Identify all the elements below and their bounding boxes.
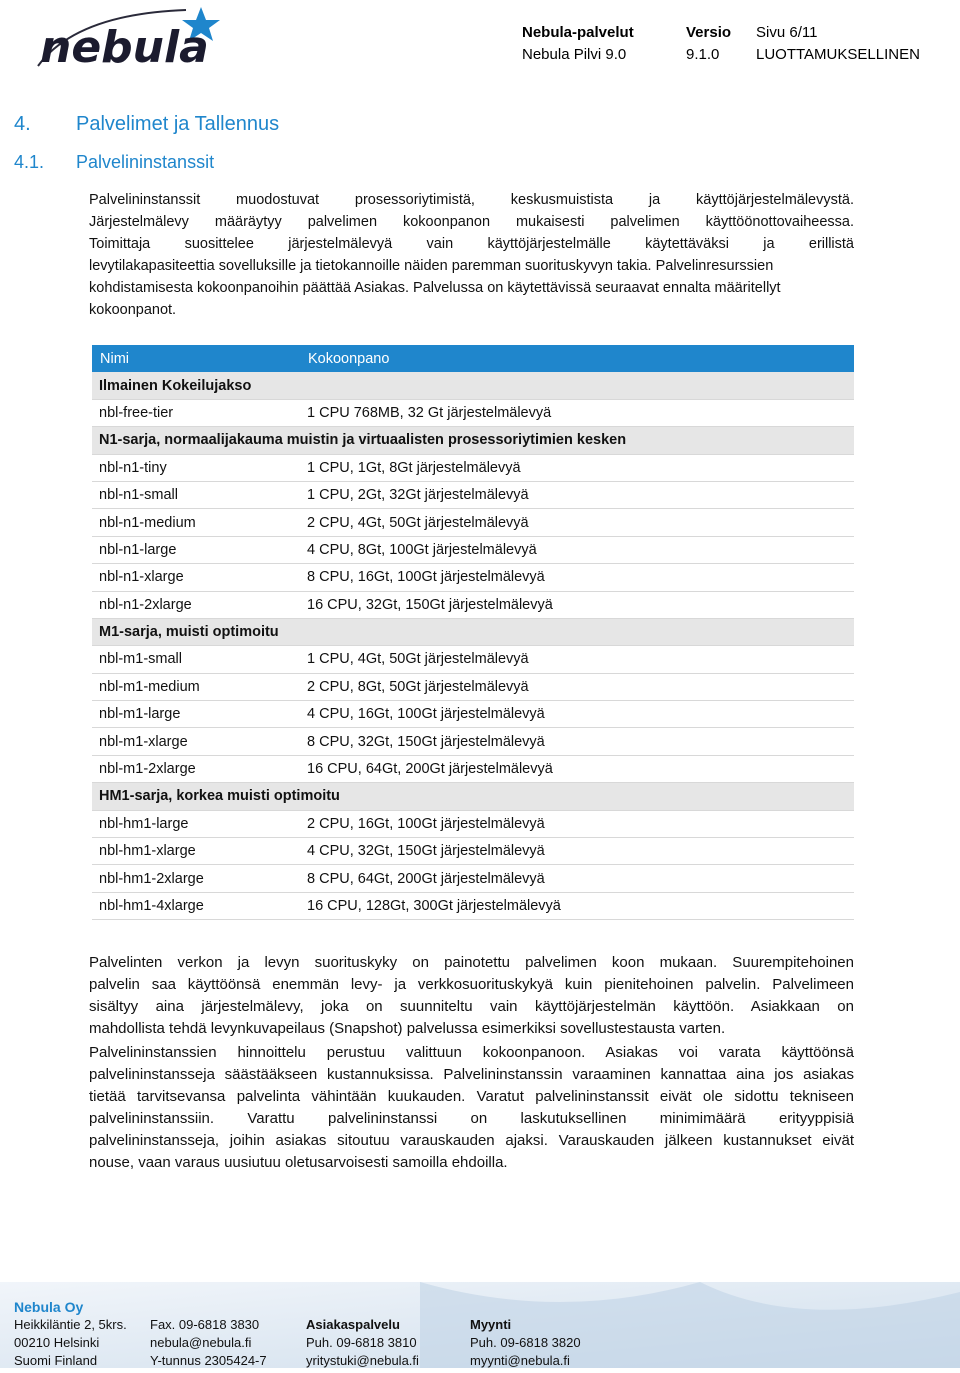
footer-support: Asiakaspalvelu Puh. 09-6818 3810 yritystuki@nebula.fi: [306, 1317, 419, 1368]
doc-title-label: Nebula-palvelut: [522, 24, 634, 41]
intro-line: levytilakapasiteettia sovelluksille ja tietokannoille näiden paremman suorituskyvyn takia. Palvelinresurssien: [89, 258, 774, 274]
intro-line: Järjestelmälevy määräytyy palvelimen kokoonpanon mukaisesti palvelimen käyttöönottovaiheessa.: [89, 214, 854, 230]
config-spec: 4 CPU, 16Gt, 100Gt järjestelmälevyä: [307, 706, 545, 723]
footer-company: Nebula Oy: [14, 1299, 84, 1315]
config-name: nbl-hm1-4xlarge: [99, 898, 204, 914]
table-group-row: [92, 619, 854, 646]
config-spec: 1 CPU, 4Gt, 50Gt järjestelmälevyä: [307, 651, 529, 668]
nebula-logo-image: [36, 4, 266, 70]
paragraph-line: mahdollista tehdä levynkuvapeilaus (Snapshot) palvelussa esimerkiksi sovellustestausta varten.: [89, 1020, 726, 1037]
config-spec: 1 CPU, 1Gt, 8Gt järjestelmälevyä: [307, 459, 521, 476]
intro-paragraph: [89, 189, 854, 321]
subsection-title: Palvelininstanssit: [76, 152, 215, 172]
table-row: [92, 455, 854, 482]
config-spec: 8 CPU, 16Gt, 100Gt järjestelmälevyä: [307, 569, 545, 586]
column-header-name: Nimi: [100, 350, 129, 367]
config-name: nbl-m1-medium: [99, 678, 200, 695]
config-spec: 1 CPU, 2Gt, 32Gt järjestelmälevyä: [307, 487, 529, 504]
paragraph-line: Palvelininstanssien hinnoittelu perustuu valittuun kokoonpanoon. Asiakas voi varata käyttöönsä: [89, 1044, 854, 1061]
section-title: Palvelimet ja Tallennus: [76, 113, 280, 135]
table-group-row: [92, 783, 854, 810]
intro-line: kokoonpanot.: [89, 302, 177, 318]
footer-contact: Fax. 09-6818 3830 nebula@nebula.fi Y-tunnus 2305424-7: [150, 1317, 267, 1368]
nebula-logo: [36, 4, 266, 70]
config-spec: 2 CPU, 8Gt, 50Gt järjestelmälevyä: [307, 678, 529, 695]
table-row: [92, 564, 854, 591]
column-header-config: Kokoonpano: [308, 350, 390, 367]
table-row: [92, 509, 854, 536]
config-name: nbl-m1-small: [99, 651, 182, 668]
config-name: nbl-n1-2xlarge: [99, 596, 192, 613]
config-spec: 8 CPU, 64Gt, 200Gt järjestelmälevyä: [307, 870, 545, 887]
paragraph-line: Palvelinten verkon ja levyn suorituskyky on painotettu palvelimen koon mukaan. Suurempitehoinen: [89, 954, 854, 971]
config-name: nbl-hm1-large: [99, 815, 189, 832]
table-row: [92, 400, 854, 427]
table-row: [92, 482, 854, 509]
table-row: [92, 592, 854, 619]
table-header: [92, 345, 854, 372]
classification: LUOTTAMUKSELLINEN: [756, 46, 920, 63]
table-row: [92, 811, 854, 838]
table-row: [92, 674, 854, 701]
footer-sales: Myynti Puh. 09-6818 3820 myynti@nebula.fi: [470, 1317, 581, 1368]
paragraph-line: palvelininstansseja, joihin asiakas sitoutuu varauskauden ajaksi. Varauskauden jälkeen kustannukset eivät: [89, 1132, 854, 1149]
config-name: nbl-n1-tiny: [99, 459, 167, 476]
config-name: nbl-n1-small: [99, 487, 178, 504]
paragraph-line: palvelininstanssiin. Varattu palvelininstanssi on laskutuksellinen minimimäärä erityyppisiä: [89, 1110, 854, 1127]
table-row: [92, 646, 854, 673]
pricing-paragraph: [89, 1042, 854, 1174]
logo-wordmark: nebula: [40, 22, 209, 70]
config-name: nbl-m1-xlarge: [99, 733, 188, 750]
group-title: N1-sarja, normaalijakauma muistin ja virtuaalisten prosessoriytimien kesken: [99, 432, 627, 449]
intro-line: Toimittaja suosittelee järjestelmälevyä vain käyttöjärjestelmälle käytettäväksi ja erillistä: [89, 236, 854, 252]
config-spec: 16 CPU, 128Gt, 300Gt järjestelmälevyä: [307, 898, 561, 914]
table-row: [92, 893, 854, 920]
table-body: [92, 372, 854, 920]
table-row: [92, 838, 854, 865]
paragraph-line: palvelin saa käyttöönsä enemmän levy- ja verkkosuorituskykyä kuin pienitehoinen palvelin. Palvelimeen: [89, 976, 854, 993]
section-heading: [14, 113, 279, 136]
table-row: [92, 756, 854, 783]
config-spec: 4 CPU, 8Gt, 100Gt järjestelmälevyä: [307, 541, 537, 558]
config-name: nbl-n1-medium: [99, 514, 196, 531]
intro-line: Palvelininstanssit muodostuvat prosessoriytimistä, keskusmuistista ja käyttöjärjestelmälevystä.: [89, 192, 854, 208]
paragraph-line: nouse, vaan varaus uusiutuu oletusarvoisesti samoilla ehdoilla.: [89, 1154, 508, 1171]
footer-address: Heikkiläntie 2, 5krs. 00210 Helsinki Suomi Finland: [14, 1317, 127, 1368]
config-name: nbl-free-tier: [99, 404, 174, 421]
config-spec: 8 CPU, 32Gt, 150Gt järjestelmälevyä: [307, 733, 545, 750]
config-name: nbl-n1-xlarge: [99, 569, 184, 586]
config-name: nbl-n1-large: [99, 541, 177, 558]
group-title: HM1-sarja, korkea muisti optimoitu: [99, 788, 340, 805]
group-title: M1-sarja, muisti optimoitu: [99, 624, 279, 641]
table-row: [92, 537, 854, 564]
version-label: Versio: [686, 24, 732, 41]
table-row: [92, 728, 854, 755]
table-group-row: [92, 372, 854, 399]
configurations-table: [92, 345, 854, 920]
config-spec: 2 CPU, 4Gt, 50Gt järjestelmälevyä: [307, 514, 529, 531]
config-spec: 16 CPU, 64Gt, 200Gt järjestelmälevyä: [307, 761, 553, 778]
config-spec: 2 CPU, 16Gt, 100Gt järjestelmälevyä: [307, 815, 545, 832]
table-row: [92, 865, 854, 892]
subsection-heading: [14, 152, 214, 173]
config-spec: 16 CPU, 32Gt, 150Gt järjestelmälevyä: [307, 596, 553, 613]
config-name: nbl-m1-large: [99, 706, 181, 723]
config-name: nbl-hm1-xlarge: [99, 843, 196, 860]
config-name: nbl-hm1-2xlarge: [99, 870, 204, 887]
table-group-row: [92, 427, 854, 454]
config-spec: 4 CPU, 32Gt, 150Gt järjestelmälevyä: [307, 843, 545, 860]
paragraph-line: palvelininstansseja säästääkseen kustannuksissa. Palvelininstanssin varaaminen kannattaa aina jos asiakas: [89, 1066, 854, 1083]
section-number: 4.: [14, 113, 31, 135]
config-spec: 1 CPU 768MB, 32 Gt järjestelmälevyä: [307, 404, 552, 421]
page-number: Sivu 6/11: [756, 24, 818, 41]
config-name: nbl-m1-2xlarge: [99, 761, 196, 778]
performance-paragraph: [89, 952, 854, 1040]
paragraph-line: tietää tarvitsevansa palvelinta vähintään kuukauden. Varatut palvelininstanssit eivät ole sidottu tekniseen: [89, 1088, 854, 1105]
intro-line: kohdistamisesta kokoonpanoihin päättää Asiakas. Palvelussa on käytettävissä seuraavat ennalta määritellyt: [89, 280, 781, 296]
doc-title-sub: Nebula Pilvi 9.0: [522, 46, 627, 63]
version-value: 9.1.0: [686, 46, 720, 63]
paragraph-line: sisältyy aina järjestelmälevy, joka on suunniteltu vain käyttöjärjestelmän käyttöön. Asiakkaan on: [89, 998, 854, 1015]
subsection-number: 4.1.: [14, 152, 45, 172]
group-title: Ilmainen Kokeilujakso: [99, 377, 252, 394]
table-row: [92, 701, 854, 728]
